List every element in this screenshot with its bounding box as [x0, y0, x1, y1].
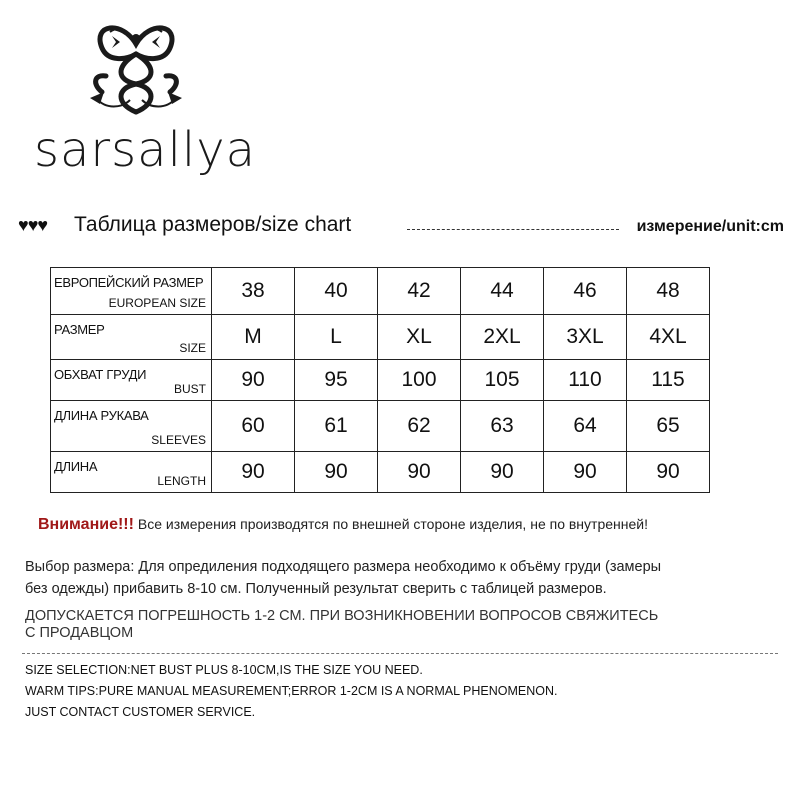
- table-cell: 40: [295, 268, 378, 315]
- tolerance-line: ДОПУСКАЕТСЯ ПОГРЕШНОСТЬ 1-2 СМ. ПРИ ВОЗНИКНОВЕНИИ ВОПРОСОВ СВЯЖИТЕСЬ: [25, 608, 659, 624]
- row-label-en: LENGTH: [157, 474, 206, 488]
- table-row: [51, 315, 710, 360]
- table-cell: 90: [461, 452, 544, 493]
- tolerance-line: С ПРОДАВЦОМ: [25, 625, 134, 641]
- table-row: [51, 268, 710, 315]
- table-cell: 90: [295, 452, 378, 493]
- table-row: [51, 360, 710, 401]
- table-cell: M: [212, 315, 295, 360]
- table-cell: 3XL: [544, 315, 627, 360]
- row-header: [51, 452, 212, 493]
- table-cell: 38: [212, 268, 295, 315]
- table-cell: 4XL: [627, 315, 710, 360]
- row-header: [51, 401, 212, 452]
- row-label-en: SIZE: [179, 341, 206, 355]
- row-header: [51, 315, 212, 360]
- table-cell: 44: [461, 268, 544, 315]
- tip-line: JUST CONTACT CUSTOMER SERVICE.: [25, 705, 256, 719]
- row-label-ru: ЕВРОПЕЙСКИЙ РАЗМЕР: [54, 275, 204, 290]
- row-label-ru: РАЗМЕР: [54, 322, 105, 337]
- table-cell: 65: [627, 401, 710, 452]
- table-cell: 42: [378, 268, 461, 315]
- notice-text: Все измерения производятся по внешней стороне изделия, не по внутренней!: [137, 516, 648, 532]
- table-cell: 90: [212, 360, 295, 401]
- table-cell: 115: [627, 360, 710, 401]
- row-label-en: SLEEVES: [151, 433, 206, 447]
- english-tips: [25, 660, 557, 723]
- table-cell: 90: [212, 452, 295, 493]
- notice-label: Внимание!!!: [38, 516, 134, 533]
- table-cell: 105: [461, 360, 544, 401]
- table-cell: 63: [461, 401, 544, 452]
- dashed-separator: [22, 653, 778, 654]
- table-cell: XL: [378, 315, 461, 360]
- row-label-en: BUST: [173, 382, 206, 396]
- table-cell: 60: [212, 401, 295, 452]
- row-header: [51, 360, 212, 401]
- table-cell: 110: [544, 360, 627, 401]
- table-cell: 90: [544, 452, 627, 493]
- size-table: [50, 267, 710, 493]
- table-cell: 48: [627, 268, 710, 315]
- size-advice: [25, 556, 725, 600]
- table-cell: 90: [378, 452, 461, 493]
- row-label-en: EUROPEAN SIZE: [108, 296, 206, 310]
- heart-icon: ♥♥♥: [18, 215, 48, 235]
- row-header: [51, 268, 212, 315]
- row-label-ru: ДЛИНА: [54, 459, 98, 474]
- row-label-ru: ДЛИНА РУКАВА: [54, 408, 149, 423]
- unit-label: измерение/unit:cm: [636, 218, 784, 235]
- table-row: [51, 452, 710, 493]
- size-advice-line: Выбор размера: Для опредиления подходящего размера необходимо к объёму груди (замеры: [25, 559, 662, 575]
- tip-line: WARM TIPS:PURE MANUAL MEASUREMENT;ERROR 1-2CM IS A NORMAL PHENOMENON.: [25, 684, 558, 698]
- measurement-notice: [38, 513, 648, 536]
- table-cell: 61: [295, 401, 378, 452]
- tolerance-note: [25, 608, 745, 642]
- table-cell: 62: [378, 401, 461, 452]
- tip-line: SIZE SELECTION:NET BUST PLUS 8-10CM,IS THE SIZE YOU NEED.: [25, 663, 423, 677]
- brand-name: sarsallya: [34, 122, 257, 178]
- table-cell: 64: [544, 401, 627, 452]
- size-chart-heading: [18, 212, 788, 240]
- table-cell: L: [295, 315, 378, 360]
- row-label-ru: ОБХВАТ ГРУДИ: [54, 367, 147, 382]
- size-chart-title: Таблица размеров/size chart: [74, 213, 352, 236]
- table-row: [51, 401, 710, 452]
- table-cell: 95: [295, 360, 378, 401]
- table-cell: 46: [544, 268, 627, 315]
- table-cell: 2XL: [461, 315, 544, 360]
- size-advice-line: без одежды) прибавить 8-10 см. Полученный результат сверить с таблицей размеров.: [25, 581, 607, 597]
- dashed-divider: [407, 229, 619, 230]
- table-cell: 100: [378, 360, 461, 401]
- table-cell: 90: [627, 452, 710, 493]
- brand-logo-icon: [82, 14, 190, 122]
